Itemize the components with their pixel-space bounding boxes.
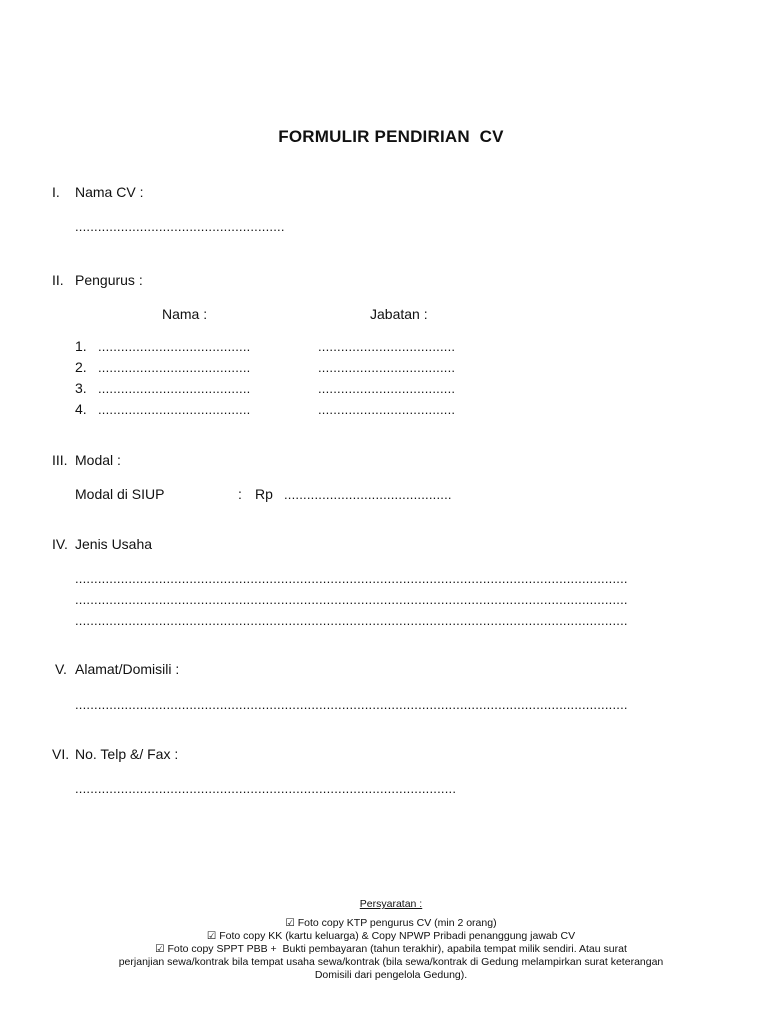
alamat-label: Alamat/Domisili : (75, 661, 180, 677)
modal-colon: : (238, 486, 242, 502)
modal-currency: Rp (255, 486, 273, 502)
section-number-4: IV. (52, 536, 68, 552)
modal-amount-field[interactable]: ............................................ (284, 487, 452, 502)
persyaratan-item: ☑ Foto copy KK (kartu keluarga) & Copy NPWP Pribadi penanggung jawab CV (206, 930, 576, 942)
pengurus-nama-field[interactable]: ........................................ (98, 402, 251, 417)
section-number-3: III. (52, 452, 68, 468)
section-number-1: I. (52, 184, 60, 200)
nama-cv-field[interactable]: ....................................................... (75, 219, 285, 234)
pengurus-label: Pengurus : (75, 272, 143, 288)
pengurus-row-number: 1. (75, 338, 87, 354)
telp-fax-field[interactable]: .................................................................................................... (75, 781, 457, 796)
pengurus-jabatan-field[interactable]: .................................... (318, 402, 456, 417)
pengurus-jabatan-header: Jabatan : (370, 306, 428, 322)
telp-fax-label: No. Telp &/ Fax : (75, 746, 179, 762)
persyaratan-item: ☑ Foto copy SPPT PBB + Bukti pembayaran (tahun terakhir), apabila tempat milik sendiri. Atau surat (155, 943, 627, 955)
section-number-5: V. (55, 661, 67, 677)
pengurus-nama-field[interactable]: ........................................ (98, 360, 251, 375)
persyaratan-item: perjanjian sewa/kontrak bila tempat usaha sewa/kontrak (bila sewa/kontrak di Gedung melampirkan surat keterangan (118, 956, 664, 968)
section-number-2: II. (52, 272, 64, 288)
pengurus-nama-field[interactable]: ........................................ (98, 381, 251, 396)
pengurus-row-number: 3. (75, 380, 87, 396)
alamat-field[interactable]: ................................................................................................................................................. (75, 697, 628, 712)
page-title: FORMULIR PENDIRIAN CV (278, 127, 504, 146)
pengurus-nama-field[interactable]: ........................................ (98, 339, 251, 354)
jenis-usaha-field[interactable]: ................................................................................................................................................. (75, 613, 628, 628)
nama-cv-label: Nama CV : (75, 184, 144, 200)
persyaratan-item: ☑ Foto copy KTP pengurus CV (min 2 orang) (285, 917, 497, 929)
modal-label: Modal : (75, 452, 121, 468)
pengurus-nama-header: Nama : (162, 306, 208, 322)
pengurus-jabatan-field[interactable]: .................................... (318, 339, 456, 354)
jenis-usaha-label: Jenis Usaha (75, 536, 153, 552)
persyaratan-heading: Persyaratan : (359, 898, 423, 910)
pengurus-jabatan-field[interactable]: .................................... (318, 381, 456, 396)
persyaratan-item: Domisili dari pengelola Gedung). (314, 969, 468, 981)
jenis-usaha-field[interactable]: ................................................................................................................................................. (75, 592, 628, 607)
modal-siup-label: Modal di SIUP (75, 486, 165, 502)
section-number-6: VI. (52, 746, 70, 762)
jenis-usaha-field[interactable]: ................................................................................................................................................. (75, 571, 628, 586)
pengurus-row-number: 2. (75, 359, 87, 375)
pengurus-row-number: 4. (75, 401, 87, 417)
pengurus-jabatan-field[interactable]: .................................... (318, 360, 456, 375)
